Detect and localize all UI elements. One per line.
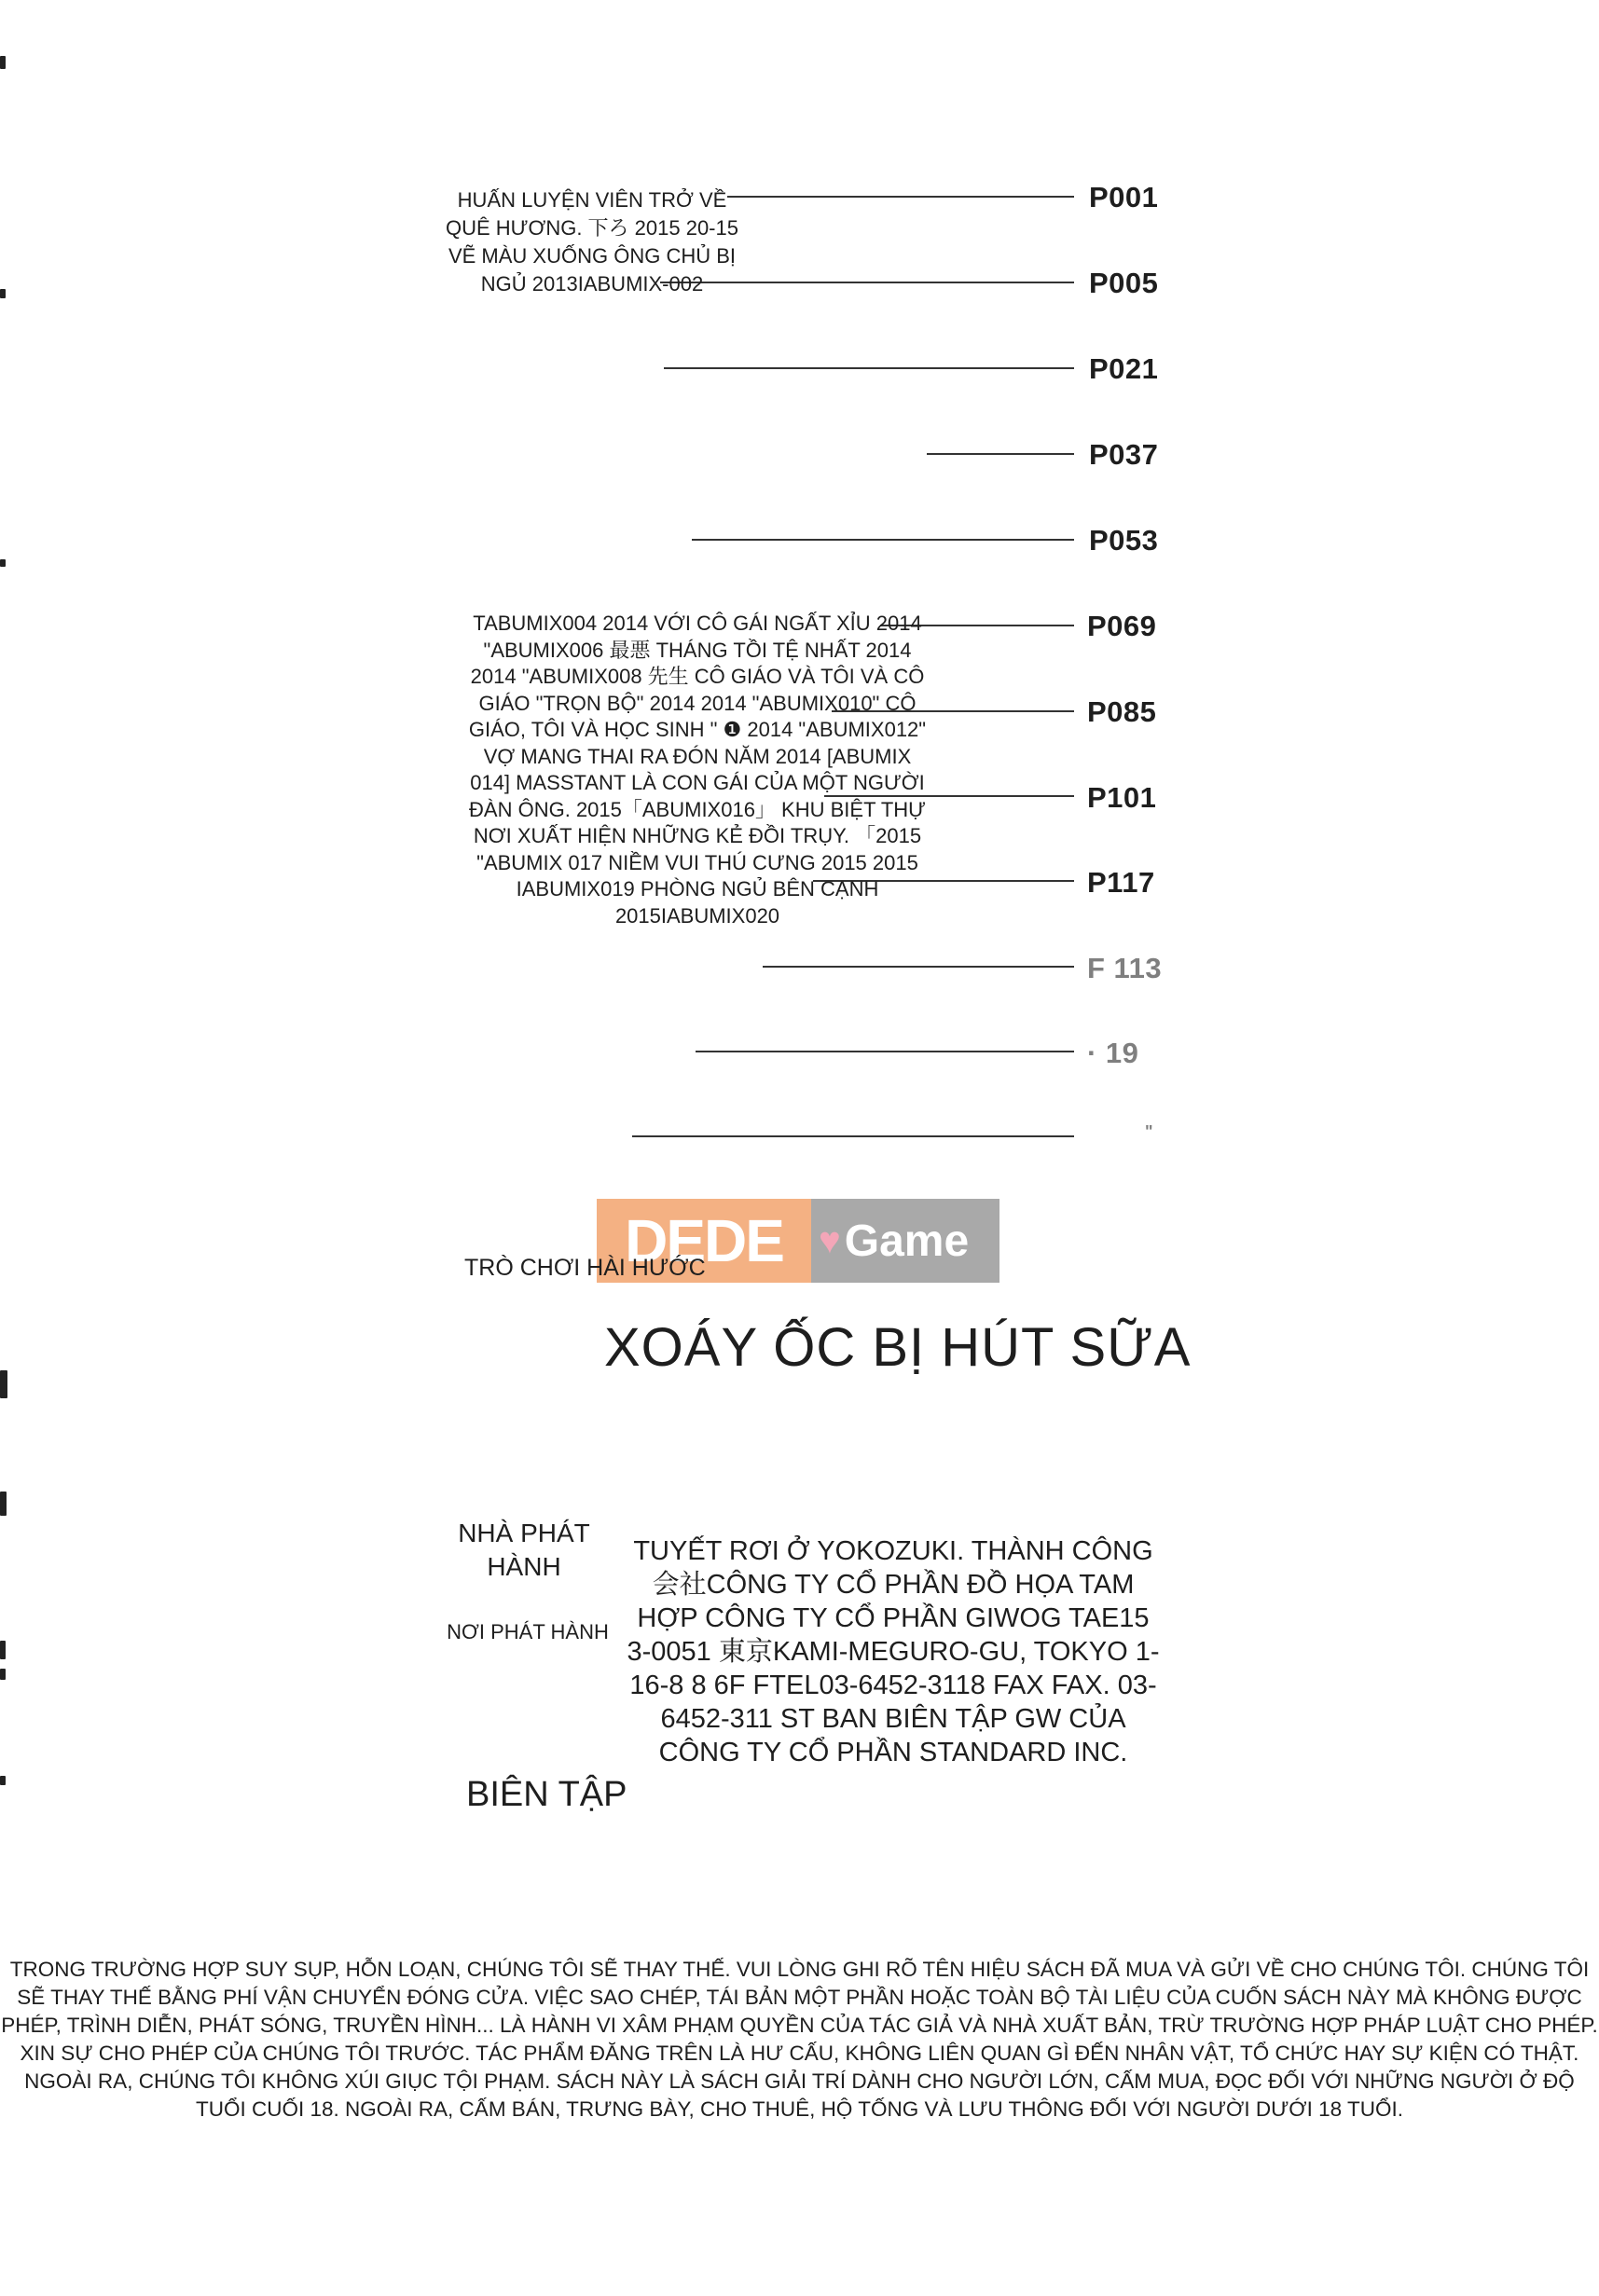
- scan-speck: [0, 1492, 7, 1516]
- toc-page-number: P005: [1089, 267, 1159, 299]
- toc-leader-line: [727, 196, 1074, 198]
- toc-leader-line: [927, 453, 1074, 455]
- publication-place-label: NƠI PHÁT HÀNH: [447, 1620, 609, 1643]
- toc-page-number: F 113: [1087, 952, 1163, 984]
- toc-page-number: P117: [1087, 866, 1155, 899]
- scan-speck: [0, 289, 6, 298]
- toc-page-number: P021: [1089, 352, 1159, 385]
- scan-speck: [0, 1641, 6, 1659]
- heart-icon: ♥: [819, 1219, 841, 1261]
- watermark-logo-left: DEDE: [597, 1199, 811, 1283]
- toc-page-number: P037: [1089, 438, 1159, 471]
- toc-leader-line: [763, 966, 1074, 968]
- legal-notice: TRONG TRƯỜNG HỢP SUY SỤP, HỖN LOẠN, CHÚNG TÔI SẼ THAY THẾ. VUI LÒNG GHI RÕ TÊN HIỆU SÁCH ĐÃ MUA VÀ GỬI VỀ CHO CHÚNG TÔI. CHÚNG TÔI SẼ THAY THẾ BẰNG PHÍ VẬN CHUYỂN ĐÓNG CỬA. VIỆC SAO CHÉP, TÁI BẢN MỘT PHẦN HOẶC TOÀN BỘ TÀI LIỆU CỦA CUỐN SÁCH NÀY MÀ KHÔNG ĐƯỢC PHÉP, TRÌNH DIỄN, PHÁT SÓNG, TRUYỀN HÌNH... LÀ HÀNH VI XÂM PHẠM QUYỀN CỦA TÁC GIẢ VÀ NHÀ XUẤT BẢN, TRỪ TRƯỜNG HỢP PHÁP LUẬT CHO PHÉP. XIN SỰ CHO PHÉP CỦA CHÚNG TÔI TRƯỚC. TÁC PHẨM ĐĂNG TRÊN LÀ HƯ CẤU, KHÔNG LIÊN QUAN GÌ ĐẾN NHÂN VẬT, TỔ CHỨC HAY SỰ KIỆN CÓ THẬT. NGOÀI RA, CHÚNG TÔI KHÔNG XÚI GIỤC TỘI PHẠM. SÁCH NÀY LÀ SÁCH GIẢI TRÍ DÀNH CHO NGƯỜI LỚN, CẤM MUA, ĐỌC ĐỐI VỚI NHỮNG NGƯỜI Ở ĐỘ TUỔI CUỐI 18. NGOÀI RA, CẤM BÁN, TRƯNG BÀY, CHO THUÊ, HỘ TỐNG VÀ LƯU THÔNG ĐỐI VỚI NGƯỜI DƯỚI 18 TUỔI.: [1, 1958, 1598, 2121]
- toc-page-number: · 19: [1087, 1037, 1139, 1069]
- scan-speck: [0, 56, 6, 69]
- watermark-logo-text: Game: [844, 1216, 970, 1266]
- scan-speck: [0, 1669, 6, 1680]
- toc-page-number: P001: [1089, 181, 1159, 213]
- toc-entries-block: TABUMIX004 2014 VỚI CÔ GÁI NGẤT XỈU 2014 "ABUMIX006 最悪 THÁNG TỒI TỆ NHẤT 2014 2014 "ABUMIX008 先生 CÔ GIÁO VÀ TÔI VÀ CÔ GIÁO "TRỌN BỘ" 2014 2014 "ABUMIX010" CÔ GIÁO, TÔI VÀ HỌC SINH " ❶ 2014 "ABUMIX012" VỢ MANG THAI RA ĐÓN NĂM 2014 [ABUMIX 014] MASSTANT LÀ CON GÁI CỦA MỘT NGƯỜI ĐÀN ÔNG. 2015「ABUMIX016」 KHU BIỆT THỰ NƠI XUẤT HIỆN NHỮNG KẺ ĐỒI TRỤY. 「2015 "ABUMIX 017 NIỀM VUI THÚ CƯNG 2015 2015 IABUMIX019 PHÒNG NGỦ BÊN CẠNH 2015IABUMIX020: [468, 612, 927, 928]
- toc-leader-line: [692, 539, 1074, 541]
- publisher-label: NHÀ PHÁT HÀNH: [458, 1519, 590, 1581]
- watermark-logo-right: [811, 1199, 999, 1283]
- publication-info: TUYẾT RƠI Ở YOKOZUKI. THÀNH CÔNG 会社CÔNG TY CỔ PHẦN ĐỒ HỌA TAM HỢP CÔNG TY CỔ PHẦN GIWOG TAE15 3-0051 東京KAMI-MEGURO-GU, TOKYO 1-16-8 8 6F FTEL03-6452-3118 FAX FAX. 03-6452-311 ST BAN BIÊN TẬP GW CỦA CÔNG TY CỔ PHẦN STANDARD INC.: [627, 1536, 1160, 1767]
- book-title: XOÁY ỐC BỊ HÚT SỮA: [604, 1317, 1192, 1378]
- toc-page-number: P069: [1087, 610, 1157, 642]
- toc-page-number: P053: [1089, 524, 1159, 557]
- toc-leader-line: [696, 1051, 1074, 1052]
- editor-label: BIÊN TẬP: [466, 1775, 627, 1814]
- scan-speck: [0, 559, 6, 567]
- toc-leader-line: [632, 1135, 1074, 1137]
- toc-page-number: P085: [1087, 695, 1157, 728]
- toc-page-number: ": [1145, 1122, 1154, 1141]
- toc-leader-line: [664, 367, 1074, 369]
- scan-speck: [0, 1776, 6, 1785]
- toc-page-number: P101: [1087, 781, 1157, 814]
- series-label: TRÒ CHƠI HÀI HƯỚC: [464, 1255, 706, 1281]
- toc-entries-block: HUẤN LUYỆN VIÊN TRỞ VỀ QUÊ HƯƠNG. 下ろ 2015 20-15 VẼ MÀU XUỐNG ÔNG CHỦ BỊ NGỦ 2013IABUMIX-002: [446, 188, 738, 296]
- scan-speck: [0, 1370, 7, 1398]
